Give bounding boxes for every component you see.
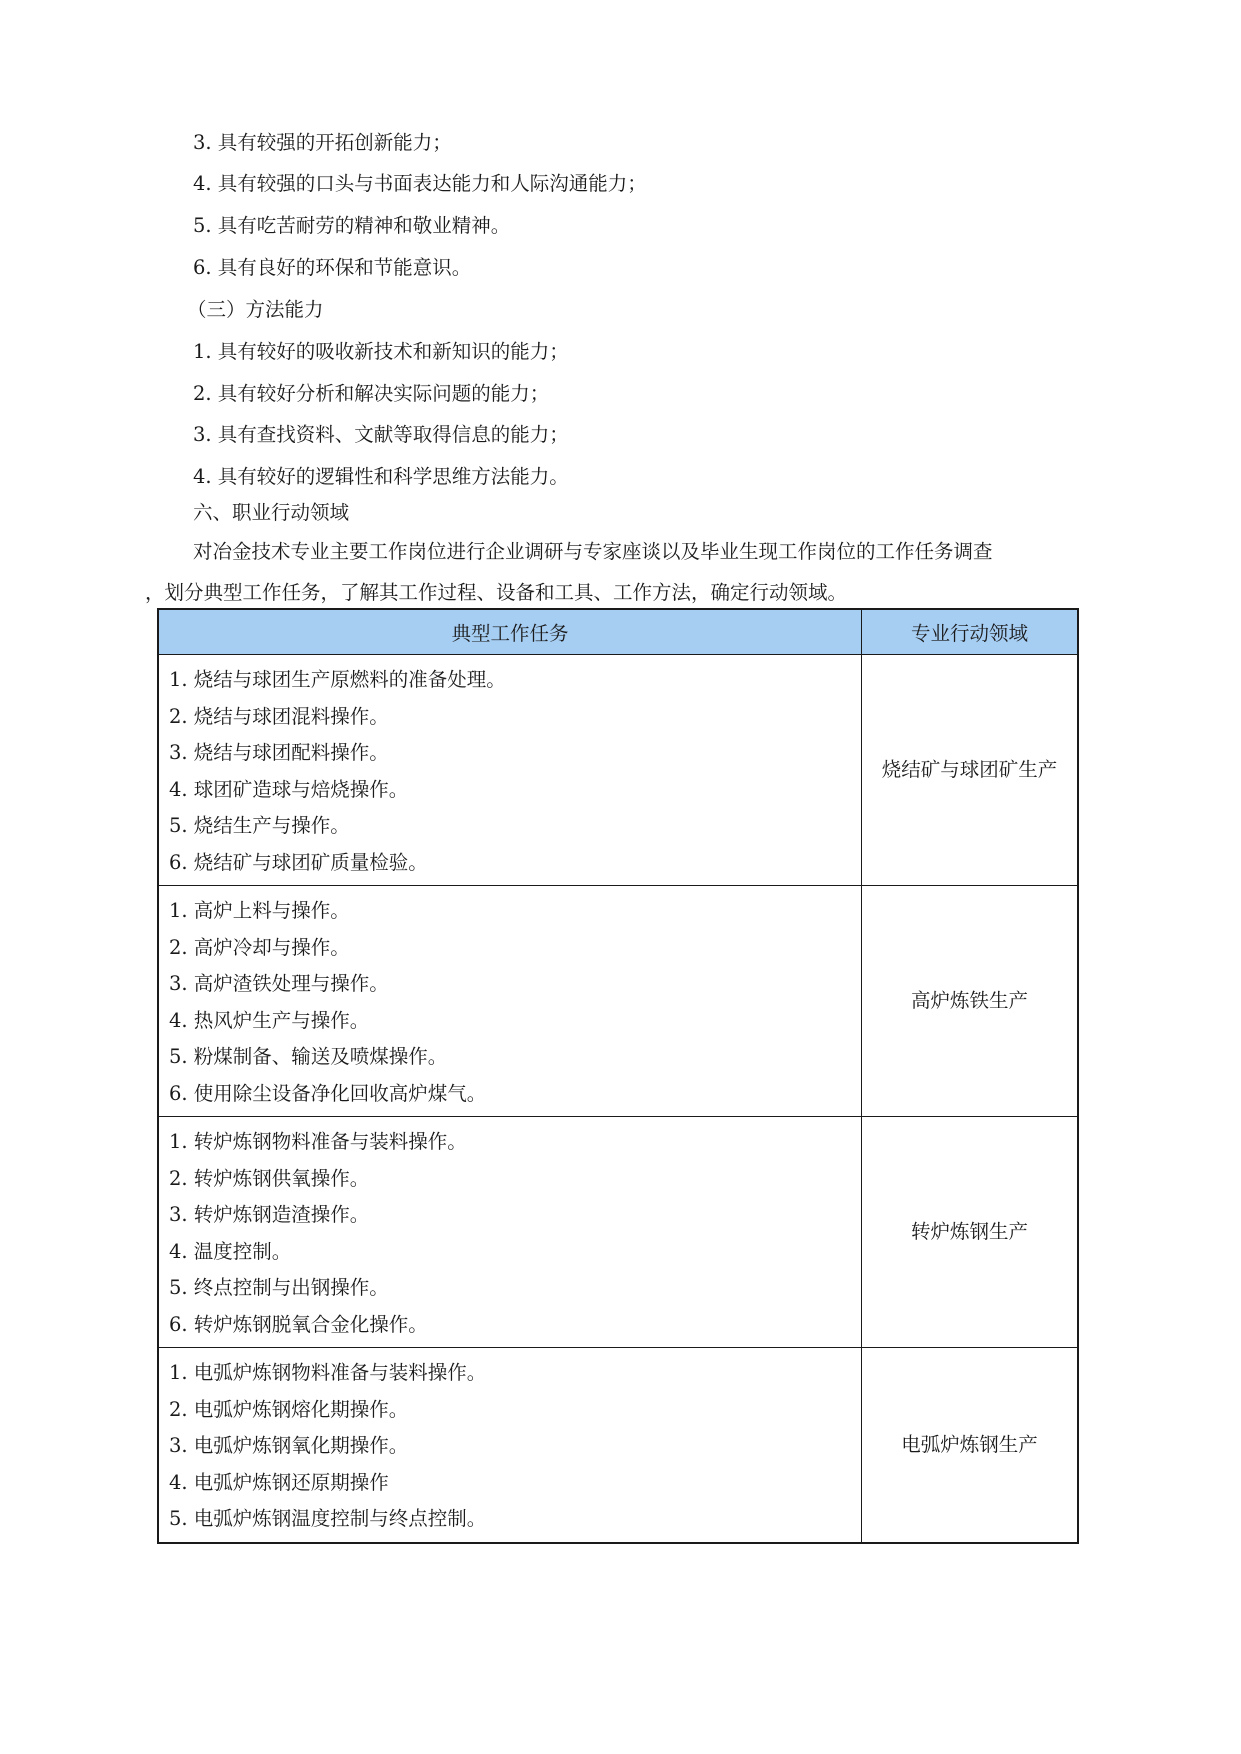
task-item: 5. 终点控制与出钢操作。 [169, 1276, 389, 1299]
text-line: 3. 具有查找资料、文献等取得信息的能力； [193, 423, 569, 446]
text-line: 1. 具有较好的吸收新技术和新知识的能力； [193, 340, 569, 363]
task-table [157, 608, 1079, 1544]
text-line: 4. 具有较强的口头与书面表达能力和人际沟通能力； [193, 172, 647, 195]
domain-cell: 烧结矿与球团矿生产 [861, 655, 1078, 886]
subsection-heading: （三）方法能力 [187, 298, 324, 321]
domain-cell: 转炉炼钢生产 [861, 1117, 1078, 1348]
task-item: 6. 烧结矿与球团矿质量检验。 [169, 850, 428, 874]
task-item: 5. 电弧炉炼钢温度控制与终点控制。 [169, 1507, 487, 1530]
paragraph-line-2: ，划分典型工作任务，了解其工作过程、设备和工具、工作方法，确定行动领域。 [145, 581, 848, 604]
task-item: 5. 烧结生产与操作。 [169, 814, 350, 837]
paragraph-line-1: 对冶金技术专业主要工作岗位进行企业调研与专家座谈以及毕业生现工作岗位的工作任务调查 [193, 540, 993, 563]
table-row [158, 655, 1078, 886]
header-action-domain: 专业行动领域 [861, 609, 1078, 655]
task-item: 4. 球团矿造球与焙烧操作。 [169, 777, 409, 801]
task-item: 3. 电弧炉炼钢氧化期操作。 [169, 1434, 409, 1457]
text-line: 6. 具有良好的环保和节能意识。 [193, 256, 472, 279]
task-item: 3. 转炉炼钢造渣操作。 [169, 1203, 370, 1226]
task-item: 1. 烧结与球团生产原燃料的准备处理。 [169, 668, 506, 691]
task-item: 3. 烧结与球团配料操作。 [169, 741, 389, 764]
task-item: 6. 转炉炼钢脱氧合金化操作。 [169, 1312, 428, 1336]
task-cell [158, 1348, 861, 1543]
task-item: 2. 高炉冷却与操作。 [169, 935, 350, 959]
task-item: 6. 使用除尘设备净化回收高炉煤气。 [169, 1081, 487, 1105]
task-item: 5. 粉煤制备、输送及喷煤操作。 [169, 1045, 448, 1068]
task-cell [158, 1117, 861, 1348]
task-item: 4. 电弧炉炼钢还原期操作 [169, 1470, 389, 1494]
text-line: 5. 具有吃苦耐劳的精神和敬业精神。 [193, 214, 511, 237]
task-item: 4. 热风炉生产与操作。 [169, 1008, 370, 1032]
table-row [158, 1117, 1078, 1348]
task-item: 1. 高炉上料与操作。 [169, 899, 350, 922]
table-header-row [158, 609, 1078, 655]
task-item: 1. 转炉炼钢物料准备与装料操作。 [169, 1130, 467, 1153]
table-row [158, 1348, 1078, 1543]
task-cell [158, 655, 861, 886]
domain-cell: 电弧炉炼钢生产 [861, 1348, 1078, 1543]
task-item: 4. 温度控制。 [169, 1239, 292, 1263]
task-item: 1. 电弧炉炼钢物料准备与装料操作。 [169, 1361, 487, 1384]
domain-cell: 高炉炼铁生产 [861, 886, 1078, 1117]
table-row [158, 886, 1078, 1117]
task-item: 2. 转炉炼钢供氧操作。 [169, 1166, 370, 1190]
header-typical-tasks: 典型工作任务 [158, 609, 861, 655]
task-cell [158, 886, 861, 1117]
section-heading: 六、职业行动领域 [193, 501, 350, 524]
text-line: 3. 具有较强的开拓创新能力； [193, 131, 452, 154]
task-item: 2. 电弧炉炼钢熔化期操作。 [169, 1397, 409, 1421]
task-item: 3. 高炉渣铁处理与操作。 [169, 972, 389, 995]
text-line: 2. 具有较好分析和解决实际问题的能力； [193, 382, 550, 405]
task-item: 2. 烧结与球团混料操作。 [169, 704, 389, 728]
text-line: 4. 具有较好的逻辑性和科学思维方法能力。 [193, 465, 569, 488]
